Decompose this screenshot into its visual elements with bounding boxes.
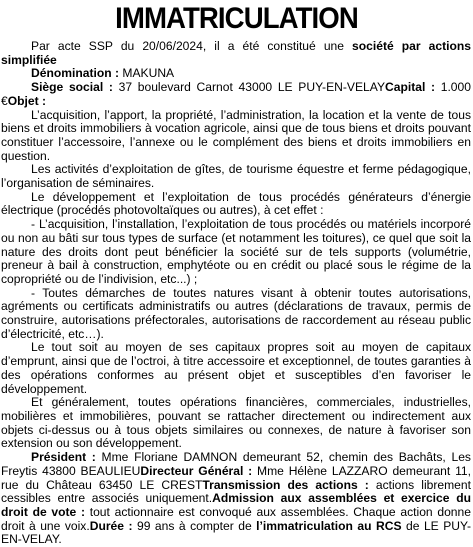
intro-company-type: société par actions simplifiée bbox=[1, 39, 471, 67]
admission-value: tout actionnaire est convoqué aux assemblées. Chaque action donne droit à une voix. bbox=[1, 504, 471, 533]
transmission-label: Transmission des actions : bbox=[202, 477, 369, 492]
intro-paragraph bbox=[1, 40, 471, 67]
objet-label: Objet : bbox=[7, 93, 47, 108]
capital-label: Capital : bbox=[385, 80, 436, 95]
siege-capital-line bbox=[1, 81, 471, 108]
president-value: Mme Floriane DAMNON demeurant 52, chemin des Bachâts, Les Freytis 43800 BEAULIEU bbox=[1, 450, 471, 478]
denomination-value: MAKUNA bbox=[119, 66, 175, 81]
denomination-line bbox=[1, 67, 471, 81]
objet-paragraph-7: Et généralement, toutes opérations financières, commerciales, industrielles, mobilières et immobilières, pouvant se rattacher directement ou indirectement aux objets ci-dessus ou à tous objets similaires ou connexes, de nature à favoriser son extension ou son développement. bbox=[1, 395, 471, 451]
objet-paragraph-1: L’acquisition, l’apport, la propriété, l’administration, la location et la vente de tous biens et droits immobiliers à vocation agricole, ainsi que de tous biens et droits pouvant constituer l’accessoire, l’annexe ou le complément des biens et droits immobiliers en question. bbox=[1, 107, 471, 163]
duree-label: Durée : bbox=[89, 518, 133, 533]
dg-value: Mme Hélène LAZZARO demeurant 11, rue du Château 63450 LE CREST bbox=[1, 463, 471, 492]
objet-paragraph-3: Le développement et l’exploitation de tous procédés générateurs d’énergie électrique (procédés photovoltaïques ou autres), à cet effet : bbox=[1, 189, 471, 218]
objet-paragraph-2: Les activités d’exploitation de gîtes, de tourisme équestre et ferme pédagogique, l’organisation de séminaires. bbox=[1, 162, 471, 191]
rcs-text: l’immatriculation au RCS bbox=[256, 518, 402, 533]
notice-body bbox=[0, 40, 473, 547]
admission-label: Admission aux assemblées et exercice du droit de vote : bbox=[1, 491, 471, 519]
dg-label: Directeur Général : bbox=[140, 463, 253, 478]
denomination-label: Dénomination : bbox=[31, 66, 120, 81]
objet-paragraph-6: Le tout soit au moyen de ses capitaux propres soit au moyen de capitaux d’emprunt, ainsi que de l’octroi, à titre accessoire et exceptionnel, de toutes garanties à des opérations conformes au présent objet et susceptibles d’en favoriser le développement. bbox=[1, 340, 471, 396]
siege-value: 37 boulevard Carnot 43000 LE PUY-EN-VELAY bbox=[112, 80, 386, 95]
duree-tail: de LE PUY-EN-VELAY. bbox=[1, 518, 471, 547]
transmission-value: actions librement cessibles entre associés uniquement. bbox=[1, 477, 471, 506]
notice-title: IMMATRICULATION bbox=[115, 2, 358, 35]
objet-paragraph-4: - L’acquisition, l’installation, l’exploitation de tous procédés ou matériels incorporé ou non au bâti sur tous types de surface (et notamment les toitures), ce quel que soit la nature des droits dont peut bénéficier la société sur de tels supports (volumétrie, preneur à bail à construction, emphytéote ou en crédit ou placé sous le régime de la copropriété ou de l’indivision, etc...) ; bbox=[1, 217, 471, 286]
governance-paragraph bbox=[1, 451, 471, 547]
duree-value: 99 ans à compter de bbox=[132, 518, 257, 533]
president-label: Président : bbox=[31, 450, 96, 465]
objet-paragraph-5: - Toutes démarches de toutes natures visant à obtenir toutes autorisations, agréments ou certificats administratifs ou autres (déclarations de travaux, permis de construire, autorisations préfectorales, autorisations de raccordement au réseau public d’électricité, etc…). bbox=[1, 285, 471, 341]
siege-label: Siège social : bbox=[31, 80, 113, 95]
intro-text: Par acte SSP du 20/06/2024, il a été constitué une bbox=[31, 39, 353, 53]
capital-value: 1.000 € bbox=[1, 80, 471, 108]
legal-notice bbox=[0, 2, 473, 547]
